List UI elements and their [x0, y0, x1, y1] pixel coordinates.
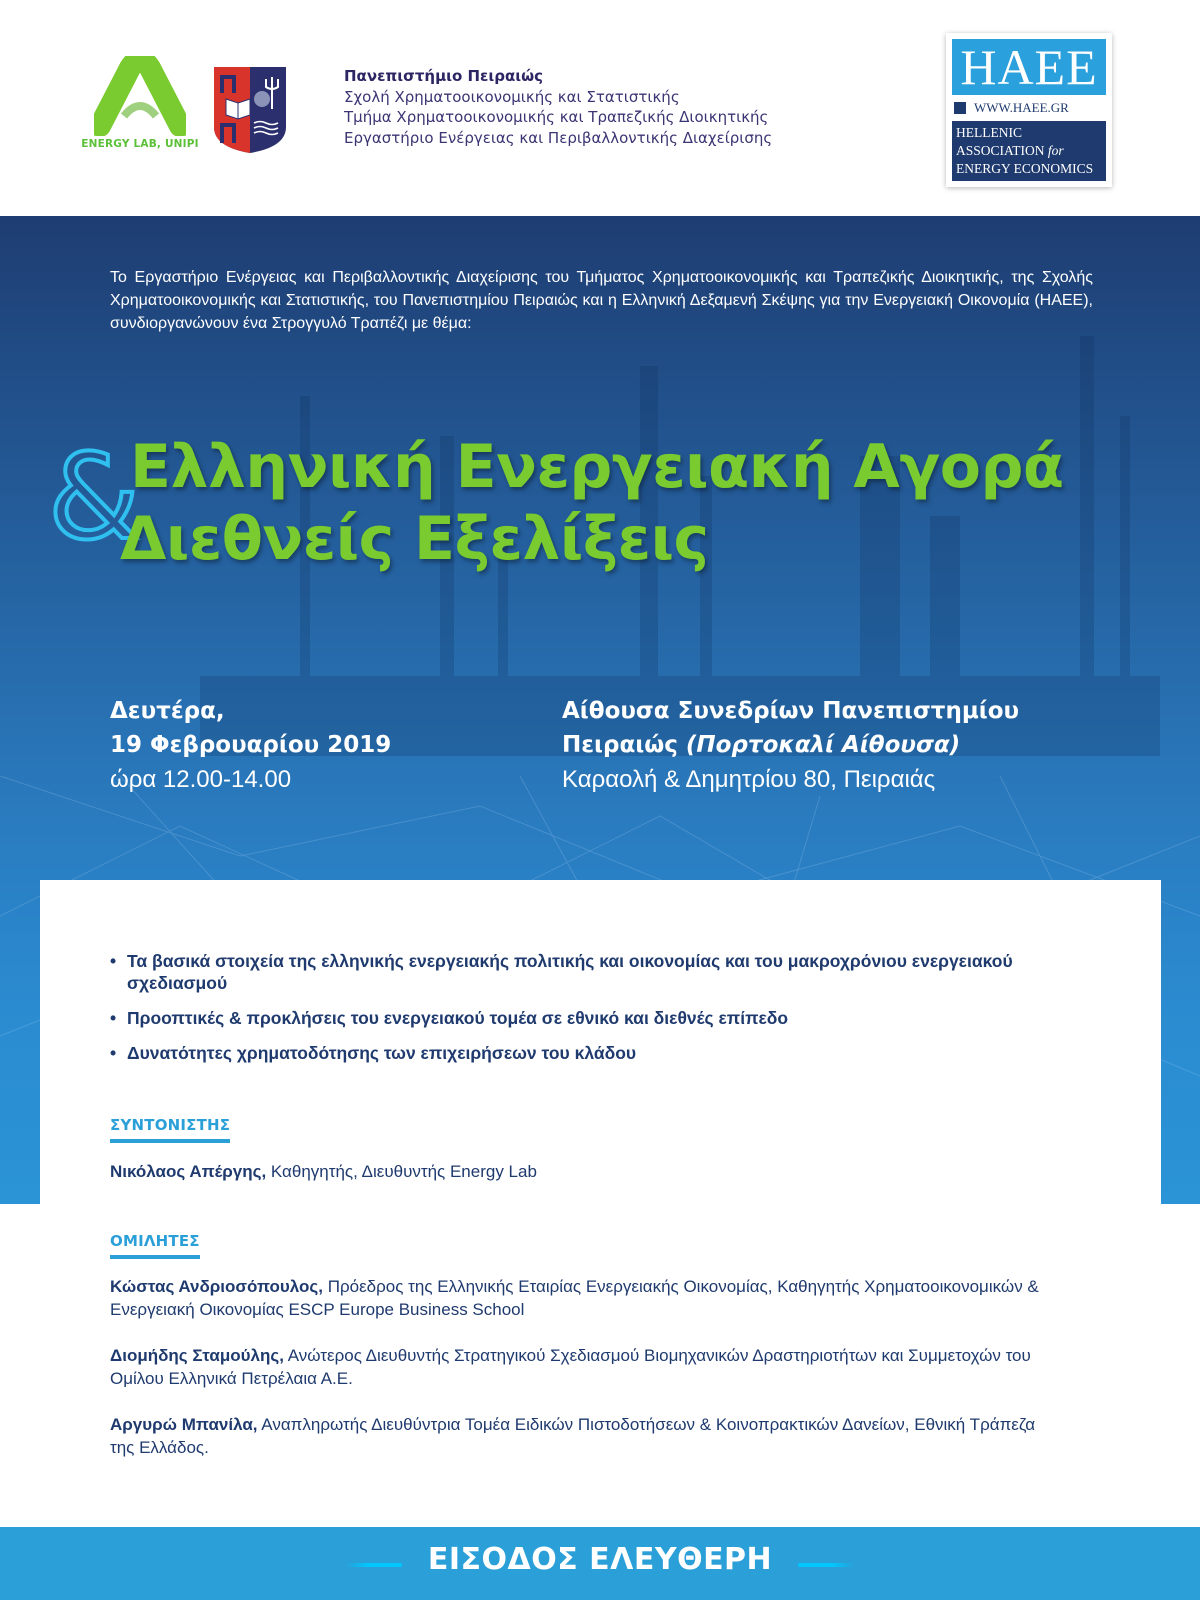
haee-abbr: HAEE	[952, 39, 1106, 95]
event-venue	[562, 694, 1019, 798]
decorative-line-right	[798, 1563, 854, 1567]
square-icon	[954, 102, 966, 114]
haee-logo	[946, 33, 1112, 187]
venue-room	[562, 728, 1019, 762]
speaker-entry	[110, 1275, 1050, 1321]
department-name: Τμήμα Χρηματοοικονομικής και Τραπεζικής Διοικητικής	[344, 108, 769, 126]
school-name: Σχολή Χρηματοοικονομικής και Στατιστικής	[344, 87, 680, 106]
person-role: Αναπληρωτής Διευθύντρια Τομέα Ειδικών Πιστοδοτήσεων & Κοινοπρακτικών Δανείων, Εθνική Τράπεζα της Ελλάδος.	[110, 1415, 1036, 1457]
haee-line1: HELLENIC	[956, 125, 1022, 140]
moderator-entry	[110, 1160, 1050, 1183]
university-crest-logo	[212, 65, 288, 155]
speakers-heading: ΟΜΙΛΗΤΕΣ	[110, 1232, 200, 1259]
venue-city: Πειραιώς	[562, 732, 686, 758]
bullet-icon: •	[110, 1008, 117, 1028]
haee-line2-text: ASSOCIATION	[956, 143, 1048, 158]
venue-address: Καραολή & Δημητρίου 80, Πειραιάς	[562, 766, 936, 793]
haee-fullname	[952, 121, 1106, 181]
venue-room-name: (Πορτοκαλί Αίθουσα)	[685, 732, 961, 758]
university-name: Πανεπιστήμιο Πειραιώς	[344, 67, 544, 85]
person-name: Διομήδης Σταμούλης,	[110, 1346, 284, 1365]
lab-name: Εργαστήριο Ενέργειας και Περιβαλλοντικής Διαχείρισης	[344, 128, 773, 147]
title-line-1: Ελληνική Ενεργειακή Αγορά	[130, 432, 1064, 502]
person-role: Πρόεδρος της Ελληνικής Εταιρίας Ενεργειακής Οικονομίας, Καθηγητής Χρηματοοικονομικών & Ενεργειακή Οικονομίας ESCP Europe Business School	[110, 1277, 1039, 1319]
haee-url	[952, 97, 1106, 119]
haee-line2-for: for	[1047, 143, 1064, 158]
person-role: Ανώτερος Διευθυντής Στρατηγικού Σχεδιασμού Βιομηχανικών Δραστηριοτήτων και Συμμετοχών του Ομίλου Ελληνικά Πετρέλαια Α.Ε.	[110, 1346, 1031, 1388]
free-entry-label: ΕΙΣΟΔΟΣ ΕΛΕΥΘΕΡΗ	[427, 1542, 773, 1577]
topic-item	[110, 1042, 1050, 1064]
bullet-icon: •	[110, 951, 117, 971]
topic-item	[110, 1007, 1050, 1029]
ampersand-glyph: &	[48, 428, 141, 566]
event-date	[110, 694, 391, 798]
topic-text: Δυνατότητες χρηματοδότησης των επιχειρήσεων του κλάδου	[127, 1043, 637, 1063]
topics-list	[110, 950, 1050, 1077]
free-entry-banner	[0, 1527, 1200, 1600]
person-name: Νικόλαος Απέργης,	[110, 1162, 267, 1181]
speaker-entry	[110, 1413, 1050, 1459]
intro-paragraph: Το Εργαστήριο Ενέργειας και Περιβαλλοντικής Διαχείρισης του Τμήματος Χρηματοοικονομικής και Τραπεζικής Διοικητικής, της Σχολής Χρηματοοικονομικής και Στατιστικής, του Πανεπιστημίου Πειραιώς και η Ελληνική Δεξαμενή Σκέψης για την Ενεργειακή Οικονομία (HAEE), συνδιοργανώνουν ένα Στρογγυλό Τραπέζι με θέμα:	[110, 269, 1093, 332]
university-info	[344, 66, 772, 148]
speaker-entry	[110, 1344, 1050, 1390]
header	[0, 0, 1200, 216]
event-time: ώρα 12.00-14.00	[110, 766, 292, 793]
topic-text: Προοπτικές & προκλήσεις του ενεργειακού τομέα σε εθνικό και διεθνές επίπεδο	[127, 1008, 789, 1028]
topic-item	[110, 950, 1050, 994]
event-full-date: 19 Φεβρουαρίου 2019	[110, 732, 392, 758]
topic-text: Τα βασικά στοιχεία της ελληνικής ενεργειακής πολιτικής και οικονομίας και του μακροχρόνιου ενεργειακού σχεδιασμού	[127, 951, 1013, 993]
university-crest-icon	[212, 65, 288, 155]
venue-name: Αίθουσα Συνεδρίων Πανεπιστημίου	[562, 698, 1020, 724]
person-name: Κώστας Ανδριοσόπουλος,	[110, 1277, 323, 1296]
haee-line3: ENERGY ECONOMICS	[956, 161, 1094, 176]
event-day: Δευτέρα,	[110, 698, 225, 724]
person-name: Αργυρώ Μπανίλα,	[110, 1415, 258, 1434]
person-role: Καθηγητής, Διευθυντής Energy Lab	[266, 1162, 537, 1181]
bullet-icon: •	[110, 1043, 117, 1063]
moderator-heading: ΣΥΝΤΟΝΙΣΤΗΣ	[110, 1116, 230, 1143]
energy-lab-a-logo-icon	[94, 56, 186, 136]
title-line-2: Διεθνείς Εξελίξεις	[120, 504, 709, 574]
energy-lab-logo	[80, 56, 200, 160]
haee-url-text: WWW.HAEE.GR	[974, 100, 1069, 115]
haee-line2	[956, 142, 1106, 160]
energy-lab-label: ENERGY LAB, UNIPI	[81, 138, 199, 150]
